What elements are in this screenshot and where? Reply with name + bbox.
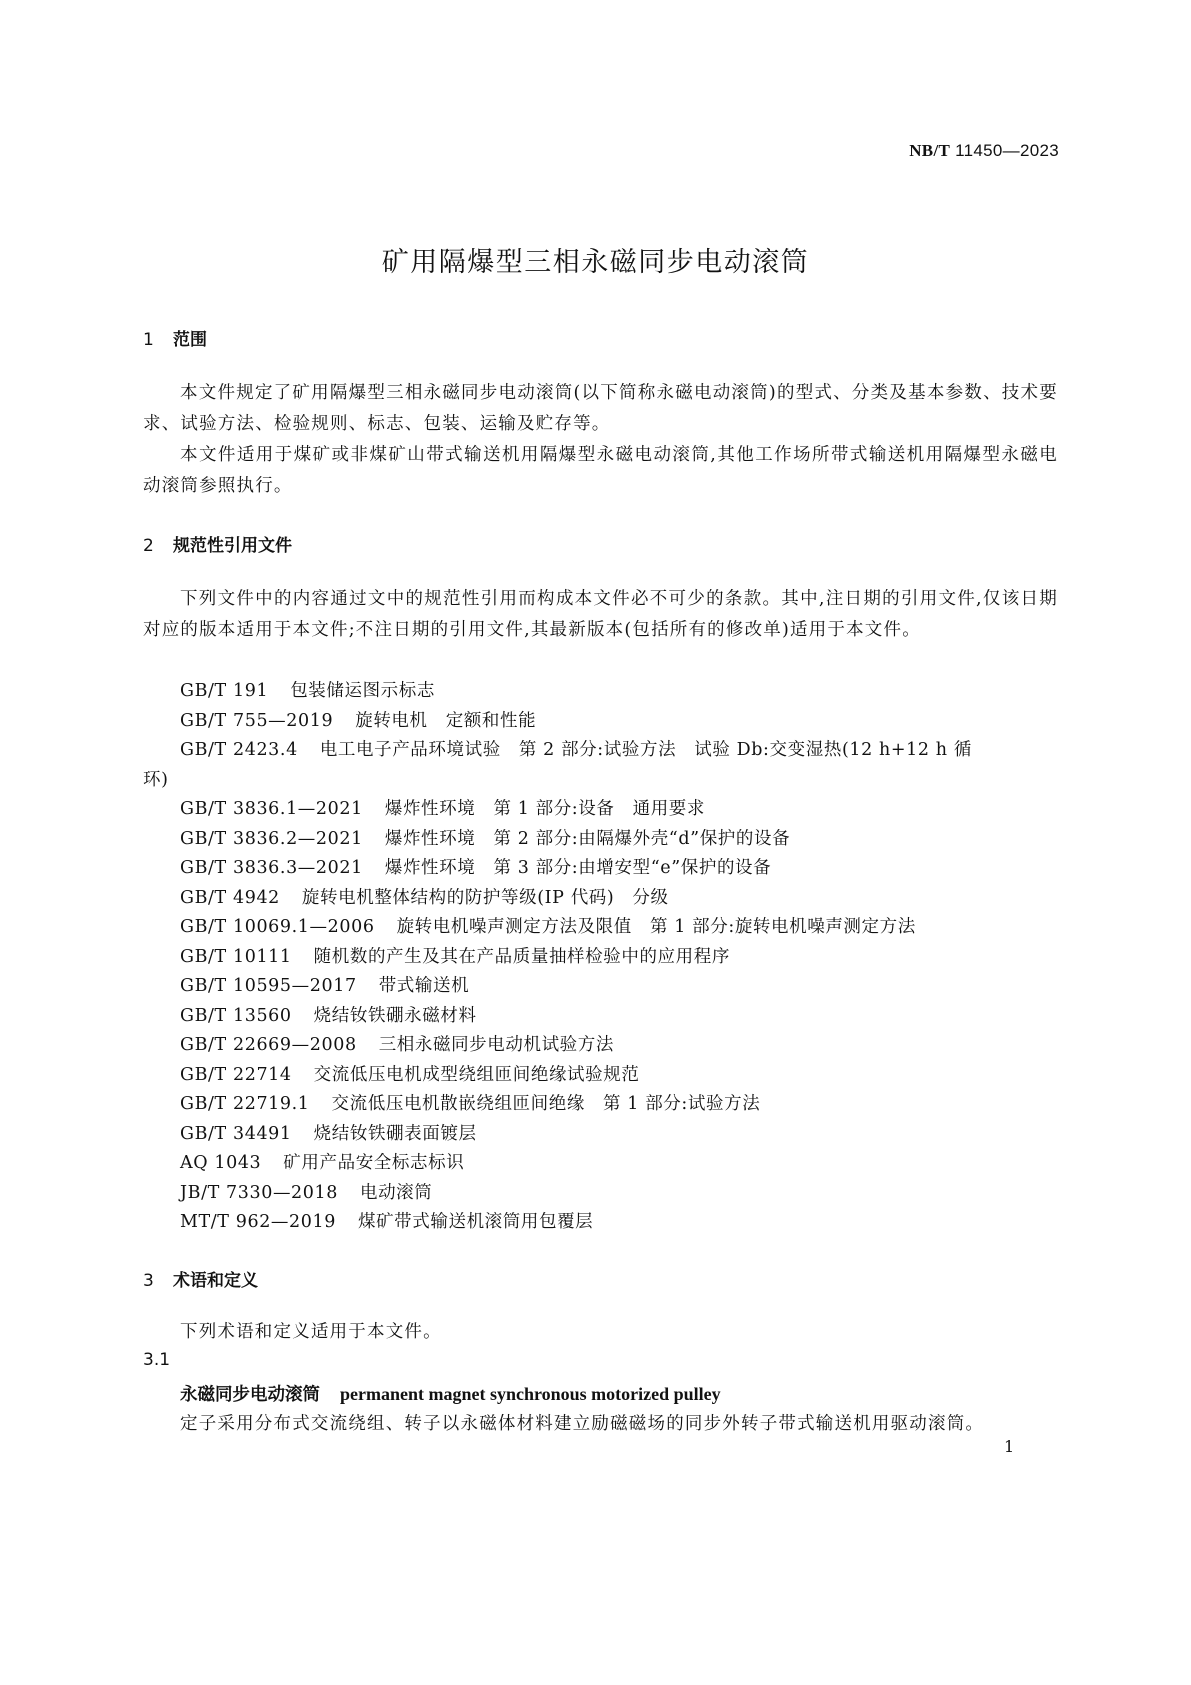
reference-title: 电动滚筒 [359,1182,433,1203]
reference-title: 烧结钕铁硼表面镀层 [313,1123,477,1144]
reference-item [180,707,536,732]
reference-title: 交流低压电机成型绕组匝间绝缘试验规范 [313,1064,640,1085]
reference-item [180,1208,593,1233]
reference-code: GB/T 22714 [180,1064,292,1085]
reference-code: GB/T 13560 [180,1005,292,1026]
standard-prefix: NB/T [909,141,951,160]
reference-item [180,943,730,968]
reference-item [180,854,771,879]
reference-title: 包装储运图示标志 [290,681,435,701]
reference-code: GB/T 10111 [180,946,292,967]
reference-title: 旋转电机 定额和性能 [355,710,537,731]
terms-intro: 下列术语和定义适用于本文件。 [180,1322,442,1342]
term-number: 3.1 [143,1350,171,1370]
reference-code: GB/T 2423.4 [180,740,298,760]
reference-code: GB/T 4942 [180,887,280,908]
reference-item [180,913,916,938]
reference-item [180,677,435,702]
reference-item [180,825,790,850]
reference-code: GB/T 3836.1—2021 [180,799,363,819]
scope-paragraph-1: 本文件规定了矿用隔爆型三相永磁同步电动滚筒(以下简称永磁电动滚筒)的型式、分类及基本参数、技术要求、试验方法、检验规则、标志、包装、运输及贮存等。 [143,383,1058,434]
term-heading [180,1381,721,1406]
reference-item [180,884,669,909]
term-zh: 永磁同步电动滚筒 [180,1385,320,1405]
reference-title: 爆炸性环境 第 1 部分:设备 通用要求 [384,799,705,819]
reference-item [180,1149,464,1174]
reference-title: 电工电子产品环境试验 第 2 部分:试验方法 试验 Db:交变湿热(12 h+12 h 循 [319,740,972,760]
reference-title: 爆炸性环境 第 2 部分:由隔爆外壳“d”保护的设备 [384,828,791,849]
reference-title: 旋转电机整体结构的防护等级(IP 代码) 分级 [301,887,669,908]
term-definition: 定子采用分布式交流绕组、转子以永磁体材料建立励磁磁场的同步外转子带式输送机用驱动滚筒。 [180,1414,985,1434]
reference-item [180,1120,477,1145]
reference-item [180,1002,477,1027]
reference-title: 煤矿带式输送机滚筒用包覆层 [357,1212,594,1232]
references-intro: 下列文件中的内容通过文中的规范性引用而构成本文件必不可少的条款。其中,注日期的引用文件,仅该日期对应的版本适用于本文件;不注日期的引用文件,其最新版本(包括所有的修改单)适用于本文件。 [143,589,1058,640]
reference-code: GB/T 3836.2—2021 [180,828,363,849]
section-heading-references: 2 规范性引用文件 [143,536,292,556]
reference-title: 交流低压电机散嵌绕组匝间绝缘 第 1 部分:试验方法 [331,1094,761,1114]
reference-code: GB/T 191 [180,681,269,701]
reference-code: GB/T 22719.1 [180,1094,310,1114]
reference-code: GB/T 22669—2008 [180,1035,357,1055]
document-title: 矿用隔爆型三相永磁同步电动滚筒 [381,247,810,278]
scope-paragraph-2: 本文件适用于煤矿或非煤矿山带式输送机用隔爆型永磁电动滚筒,其他工作场所带式输送机用隔爆型永磁电动滚筒参照执行。 [143,445,1058,496]
reference-title: 爆炸性环境 第 3 部分:由增安型“e”保护的设备 [384,858,772,878]
section-heading-terms: 3 术语和定义 [143,1271,258,1291]
reference-code: GB/T 10069.1—2006 [180,917,375,937]
reference-item [180,1061,639,1086]
reference-title: 烧结钕铁硼永磁材料 [313,1005,477,1026]
reference-code: AQ 1043 [180,1153,262,1173]
section-heading-scope: 1 范围 [143,330,207,350]
reference-item [180,1090,760,1115]
reference-title: 带式输送机 [378,976,470,996]
term-en: permanent magnet synchronous motorized pulley [340,1384,721,1404]
standard-code: 11450—2023 [955,141,1059,160]
reference-item [180,1179,432,1204]
reference-item [180,736,972,761]
reference-code: GB/T 10595—2017 [180,976,357,996]
reference-code: GB/T 755—2019 [180,710,334,731]
reference-code: MT/T 962—2019 [180,1212,336,1232]
reference-item [180,972,469,997]
reference-code: JB/T 7330—2018 [180,1182,338,1203]
reference-title: 矿用产品安全标志标识 [283,1153,465,1173]
reference-code: GB/T 34491 [180,1123,292,1144]
reference-title: 三相永磁同步电动机试验方法 [378,1035,614,1055]
reference-code: GB/T 3836.3—2021 [180,858,363,878]
reference-title: 随机数的产生及其在产品质量抽样检验中的应用程序 [313,946,730,967]
standard-number [909,141,1059,161]
reference-title: 旋转电机噪声测定方法及限值 第 1 部分:旋转电机噪声测定方法 [396,917,916,937]
reference-item [180,1031,614,1056]
page-number: 1 [1004,1437,1015,1456]
reference-continuation: 环) [143,769,169,790]
reference-item [180,795,705,820]
